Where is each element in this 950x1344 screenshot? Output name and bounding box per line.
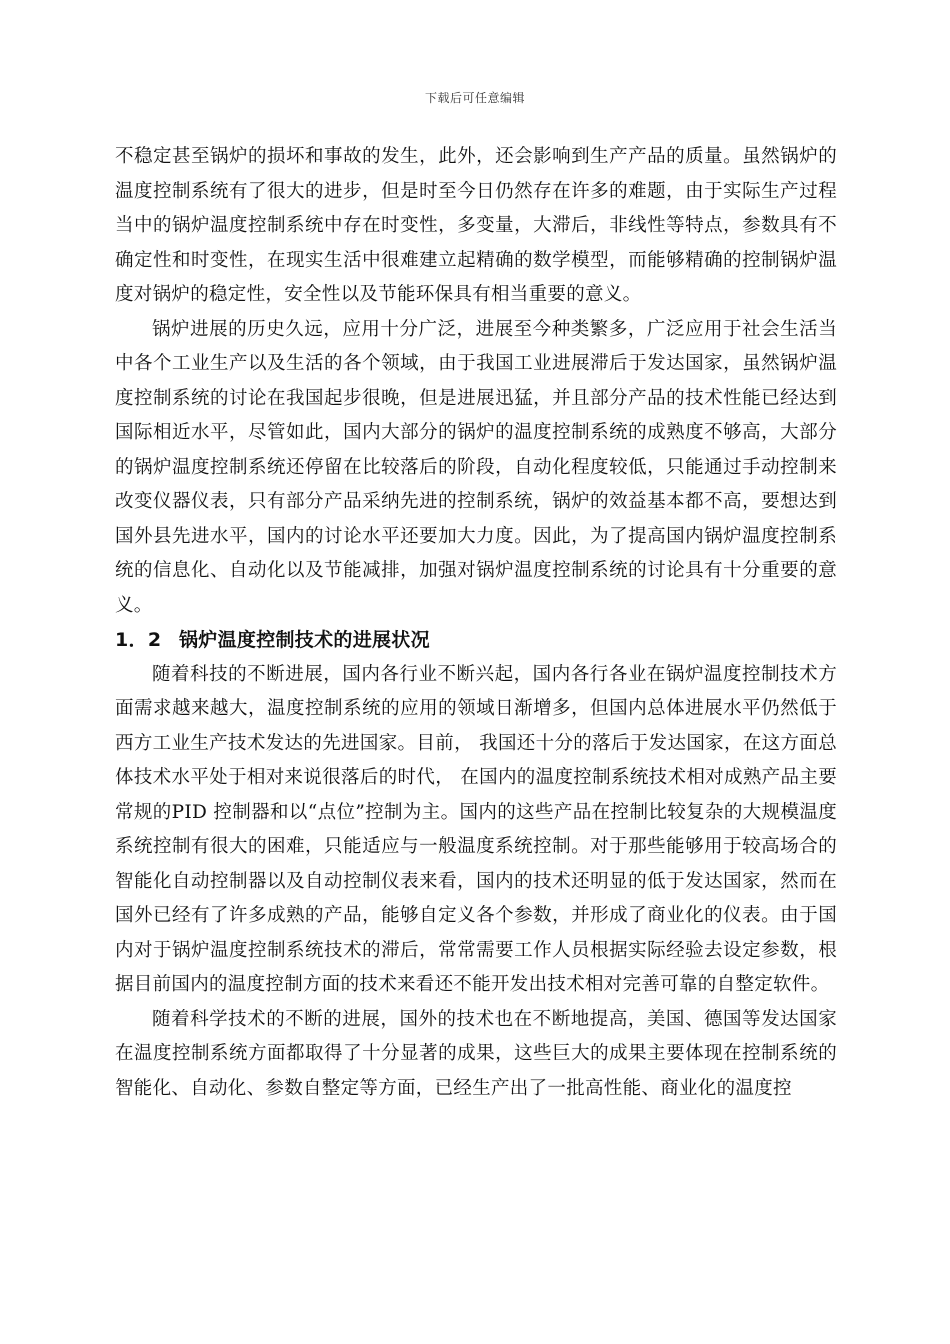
body-paragraph-4: 随着科学技术的不断的进展，国外的技术也在不断地提高，美国、德国等发达国家在温度控制系统方面都取得了十分显著的成果，这些巨大的成果主要体现在控制系统的智能化、自动化、参数自整定等方面，已经生产出了一批高性能、商业化的温度控 xyxy=(115,1008,837,1099)
section-number: 1．2 xyxy=(115,629,162,651)
body-paragraph-3: 随着科技的不断进展，国内各行业不断兴起，国内各行各业在锅炉温度控制技术方面需求越来越大，温度控制系统的应用的领域日渐增多，但国内总体进展水平仍然低于西方工业生产技术发达的先进国家。目前， 我国还十分的落后于发达国家，在这方面总体技术水平处于相对来说很落后的时代， 在国内的温度控制系统技术相对成熟产品主要常规的PID 控制器和以“点位”控制为主。国内的这些产品在控制比较复杂的大规模温度系统控制有很大的困难，只能适应与一般温度系统控制。对于那些能够用于较高场合的智能化自动控制器以及自动控制仪表来看，国内的技术还明显的低于发达国家，然而在国外已经有了许多成熟的产品，能够自定义各个参数，并形成了商业化的仪表。由于国内对于锅炉温度控制系统技术的滞后，常常需要工作人员根据实际经验去设定参数，根据目前国内的温度控制方面的技术来看还不能开发出技术相对完善可靠的自整定软件。 xyxy=(115,663,837,995)
page-header: 下载后可任意编辑 xyxy=(424,91,525,105)
section-title: 锅炉温度控制技术的进展状况 xyxy=(179,629,430,651)
body-paragraph-2: 锅炉进展的历史久远，应用十分广泛，进展至今种类繁多，广泛应用于社会生活当中各个工业生产以及生活的各个领域，由于我国工业进展滞后于发达国家，虽然锅炉温度控制系统的讨论在我国起步很晚，但是进展迅猛，并且部分产品的技术性能已经达到国际相近水平，尽管如此，国内大部分的锅炉的温度控制系统的成熟度不够高，大部分的锅炉温度控制系统还停留在比较落后的阶段，自动化程度较低，只能通过手动控制来改变仪器仪表，只有部分产品采纳先进的控制系统，锅炉的效益基本都不高，要想达到国外县先进水平，国内的讨论水平还要加大力度。因此，为了提高国内锅炉温度控制系统的信息化、自动化以及节能减排，加强对锅炉温度控制系统的讨论具有十分重要的意义。 xyxy=(115,318,837,616)
document-body xyxy=(115,140,837,1106)
body-paragraph-1: 不稳定甚至锅炉的损坏和事故的发生，此外，还会影响到生产产品的质量。虽然锅炉的温度控制系统有了很大的进步，但是时至今日仍然存在许多的难题，由于实际生产过程当中的锅炉温度控制系统中存在时变性，多变量，大滞后，非线性等特点，参数具有不确定性和时变性，在现实生活中很难建立起精确的数学模型，而能够精确的控制锅炉温度对锅炉的稳定性，安全性以及节能环保具有相当重要的意义。 xyxy=(115,146,837,305)
section-heading xyxy=(115,623,837,658)
